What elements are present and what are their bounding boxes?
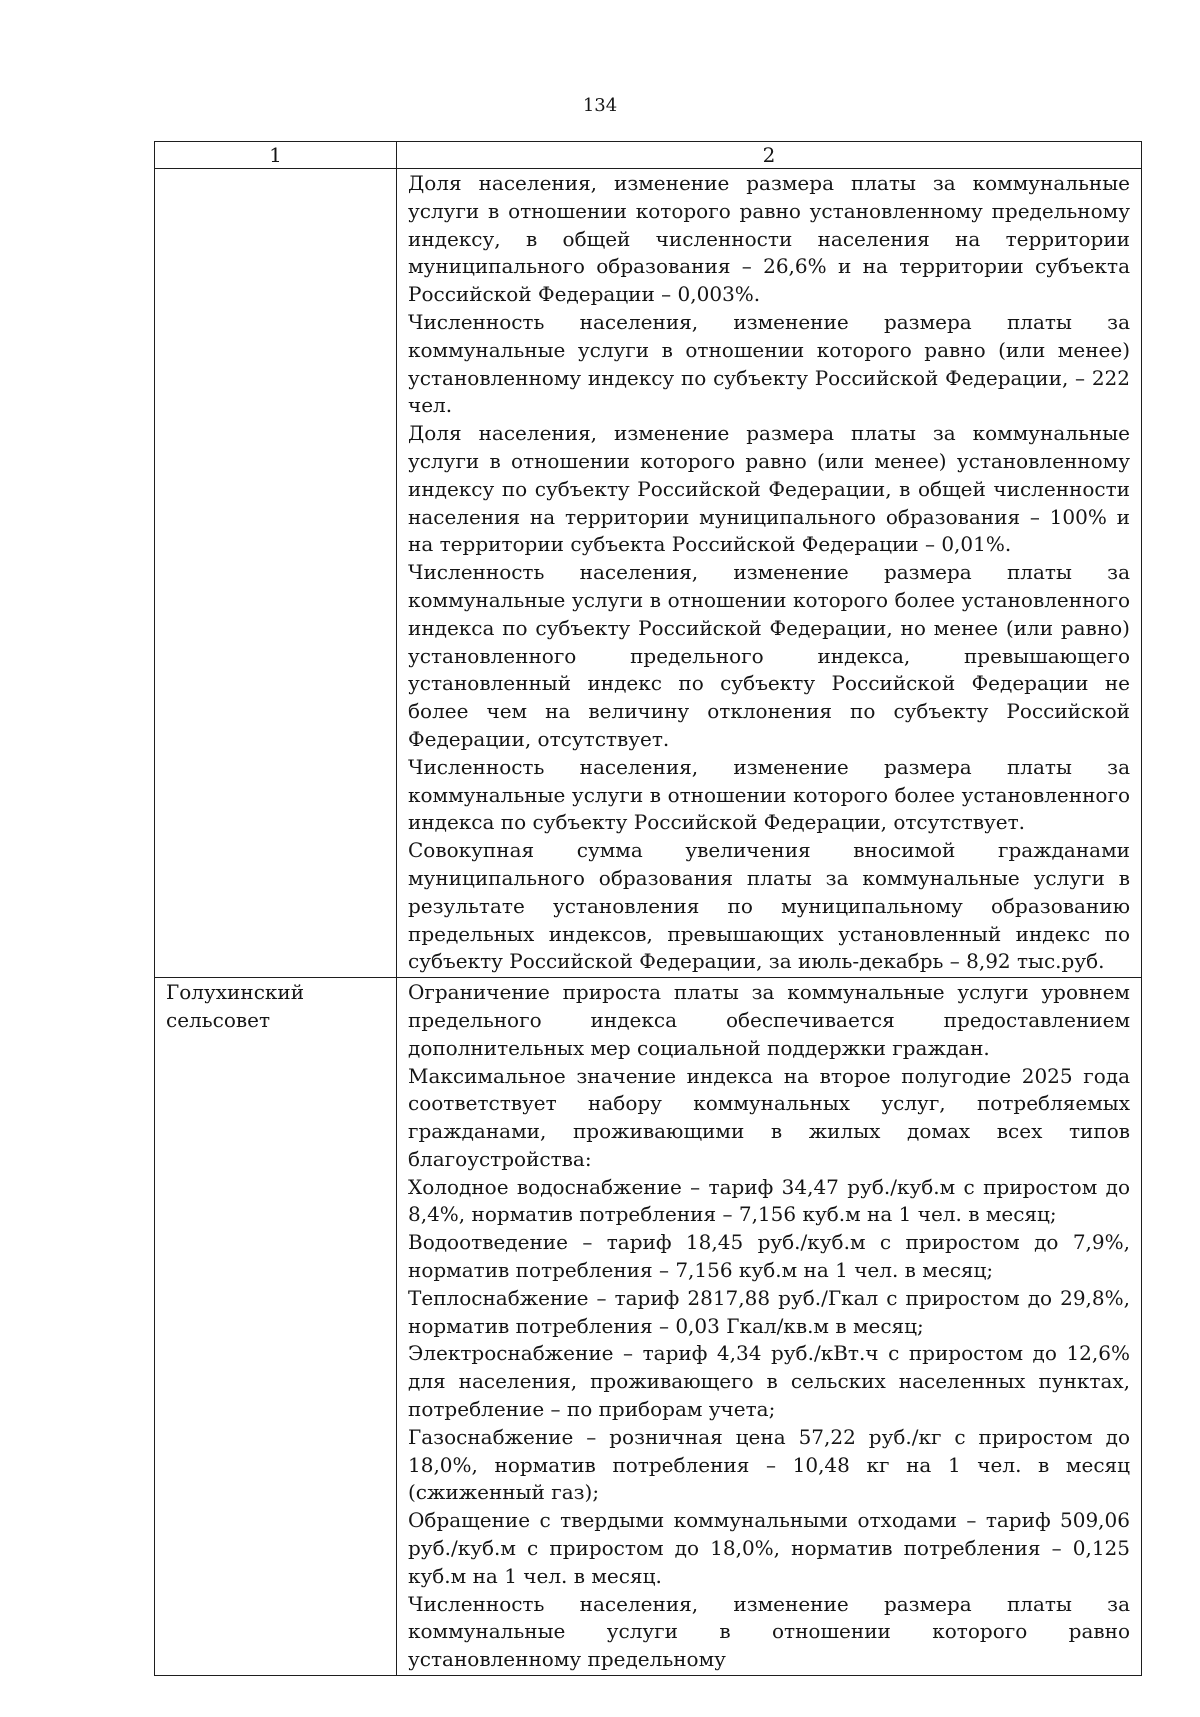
paragraph: Совокупная сумма увеличения вносимой гражданами муниципального образования платы за коммунальные услуги в результате установления по муниципальному образованию предельных индексов, превышающих установленный индекс по субъекту Российской Федерации, за июль-декабрь – 8,92 тыс.руб.	[408, 838, 1130, 974]
paragraph: Численность населения, изменение размера платы за коммунальные услуги в отношении которого равно (или менее) установленному индексу по субъекту Российской Федерации, – 222 чел.	[408, 309, 1130, 418]
paragraph: Численность населения, изменение размера платы за коммунальные услуги в отношении которого равно установленному предельному	[408, 1591, 1130, 1672]
column-header-2: 2	[397, 142, 1142, 169]
table-row	[155, 978, 1142, 1676]
paragraph: Численность населения, изменение размера платы за коммунальные услуги в отношении которого более установленного индекса по субъекту Российской Федерации, отсутствует.	[408, 754, 1130, 835]
paragraph: Газоснабжение – розничная цена 57,22 руб./кг с приростом до 18,0%, норматив потребления – 10,48 кг на 1 чел. в месяц (сжиженный газ);	[408, 1424, 1130, 1505]
paragraph: Электроснабжение – тариф 4,34 руб./кВт.ч с приростом до 12,6% для населения, проживающего в сельских населенных пунктах, потребление – по приборам учета;	[408, 1341, 1130, 1422]
table-header-row	[155, 142, 1142, 169]
description-cell	[397, 978, 1142, 1676]
municipality-name-line: сельсовет	[166, 1007, 271, 1032]
data-table	[154, 141, 1142, 1676]
paragraph: Доля населения, изменение размера платы за коммунальные услуги в отношении которого равно установленному предельному индексу, в общей численности населения на территории муниципального образования – 26,6% и на территории субъекта Российской Федерации – 0,003%.	[408, 171, 1130, 307]
municipality-cell	[155, 169, 397, 978]
paragraph: Теплоснабжение – тариф 2817,88 руб./Гкал с приростом до 29,8%, норматив потребления – 0,03 Гкал/кв.м в месяц;	[408, 1285, 1130, 1338]
paragraph: Ограничение прироста платы за коммунальные услуги уровнем предельного индекса обеспечивается предоставлением дополнительных мер социальной поддержки граждан.	[408, 980, 1130, 1060]
page-number: 134	[582, 95, 618, 116]
paragraph: Максимальное значение индекса на второе полугодие 2025 года соответствует набору коммунальных услуг, потребляемых гражданами, проживающими в жилых домах всех типов благоустройства:	[408, 1063, 1130, 1171]
municipality-cell	[155, 978, 397, 1676]
description-cell	[397, 169, 1142, 978]
paragraph: Численность населения, изменение размера платы за коммунальные услуги в отношении которого более установленного индекса по субъекту Российской Федерации, но менее (или равно) установленного предельного индекса, превышающего установленный индекс по субъекту Российской Федерации не более чем на величину отклонения по субъекту Российской Федерации, отсутствует.	[408, 560, 1130, 751]
table-row	[155, 169, 1142, 978]
paragraph: Водоотведение – тариф 18,45 руб./куб.м с приростом до 7,9%, норматив потребления – 7,156 куб.м на 1 чел. в месяц;	[408, 1230, 1130, 1283]
paragraph: Обращение с твердыми коммунальными отходами – тариф 509,06 руб./куб.м с приростом до 18,0%, норматив потребления – 0,125 куб.м на 1 чел. в месяц.	[408, 1508, 1130, 1588]
paragraph: Доля населения, изменение размера платы за коммунальные услуги в отношении которого равно (или менее) установленному индексу по субъекту Российской Федерации, в общей численности населения на территории муниципального образования – 100% и на территории субъекта Российской Федерации – 0,01%.	[408, 421, 1130, 557]
municipality-name-line: Голухинский	[166, 980, 305, 1005]
column-header-1: 1	[155, 142, 397, 169]
paragraph: Холодное водоснабжение – тариф 34,47 руб./куб.м с приростом до 8,4%, норматив потребления – 7,156 куб.м на 1 чел. в месяц;	[408, 1174, 1130, 1227]
